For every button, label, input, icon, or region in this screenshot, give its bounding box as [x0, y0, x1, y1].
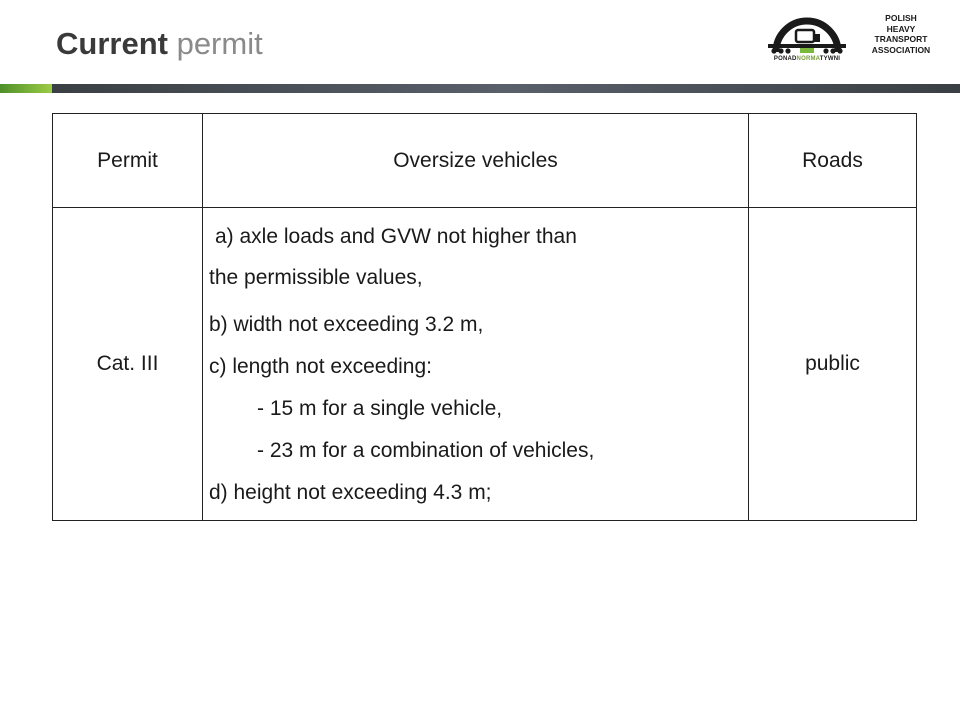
table-row [53, 208, 917, 521]
logo-text-line: HEAVY [886, 23, 916, 34]
condition-a-line2: the permissible values, [209, 266, 423, 289]
logo-text-line: TRANSPORT [874, 34, 928, 44]
logo-caption-mid: NORMA [796, 56, 820, 62]
header-roads: Roads [749, 114, 917, 208]
title-strong-part: Current [56, 26, 168, 61]
logo-text-line: ASSOCIATION [871, 44, 931, 55]
condition-c-single: - 15 m for a single vehicle, [257, 397, 503, 420]
association-logo [766, 8, 936, 66]
permit-table [52, 113, 917, 521]
header-permit: Permit [53, 114, 203, 208]
header-band [52, 84, 960, 93]
logo-text [866, 13, 936, 55]
title-light-part: permit [176, 26, 263, 61]
header-band-accent [0, 84, 52, 93]
condition-b: b) width not exceeding 3.2 m, [209, 313, 484, 336]
condition-d: d) height not exceeding 4.3 m; [209, 481, 492, 504]
condition-c-combination: - 23 m for a combination of vehicles, [257, 439, 595, 462]
page-title [56, 24, 263, 64]
condition-a-line1: a) axle loads and GVW not higher than [215, 225, 577, 248]
cell-roads: public [749, 208, 917, 521]
header-oversize-vehicles: Oversize vehicles [203, 114, 749, 208]
logo-caption [766, 56, 848, 62]
logo-caption-right: TYWNI [819, 56, 841, 62]
logo-caption-left: PONAD [773, 56, 797, 62]
cell-conditions [203, 208, 749, 521]
condition-c: c) length not exceeding: [209, 355, 432, 378]
logo-text-line: POLISH [885, 13, 917, 23]
table-header-row [53, 114, 917, 208]
cell-permit: Cat. III [53, 208, 203, 521]
